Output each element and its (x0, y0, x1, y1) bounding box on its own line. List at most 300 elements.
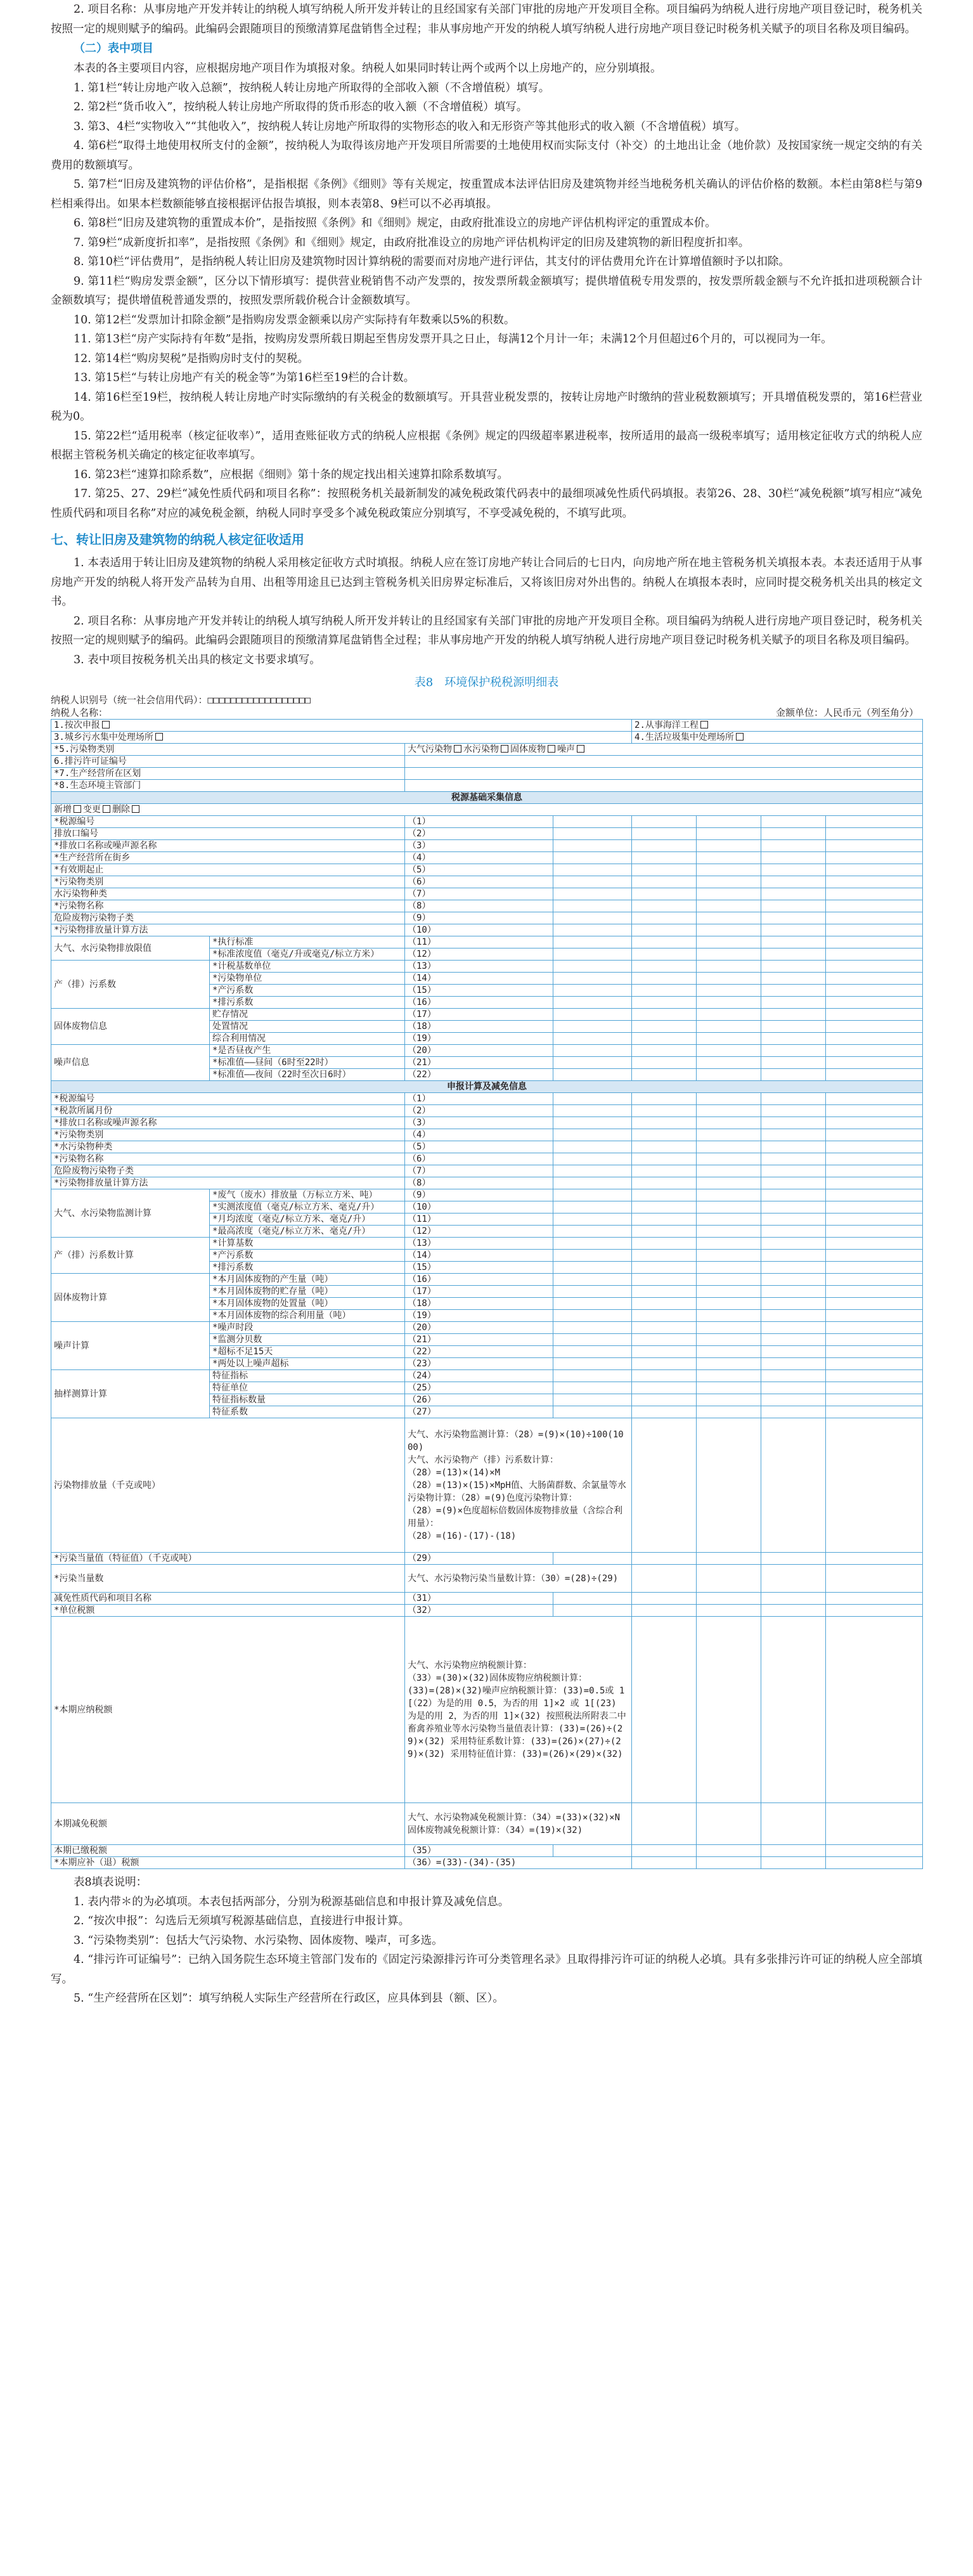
input-cell[interactable] (632, 828, 697, 840)
input-cell[interactable] (697, 1617, 761, 1803)
input-cell[interactable] (553, 1605, 632, 1617)
input-cell[interactable] (826, 1593, 923, 1605)
input-cell[interactable] (632, 852, 697, 864)
input-cell[interactable] (697, 1322, 761, 1334)
input-cell[interactable] (632, 1177, 697, 1189)
input-cell[interactable] (632, 973, 697, 985)
input-cell[interactable] (632, 1153, 697, 1165)
input-cell[interactable] (826, 1177, 923, 1189)
input-cell[interactable] (826, 1358, 923, 1370)
input-cell[interactable] (553, 948, 632, 961)
input-cell[interactable] (553, 1021, 632, 1033)
checkbox[interactable] (132, 805, 139, 813)
input-cell[interactable] (761, 985, 826, 997)
input-cell[interactable] (697, 973, 761, 985)
input-cell[interactable] (826, 1382, 923, 1394)
input-cell[interactable] (826, 888, 923, 900)
input-cell[interactable] (826, 840, 923, 852)
input-cell[interactable] (697, 1177, 761, 1189)
input-cell[interactable] (826, 1105, 923, 1117)
input-cell[interactable] (632, 1226, 697, 1238)
input-cell[interactable] (761, 1605, 826, 1617)
input-cell[interactable] (697, 924, 761, 936)
input-cell[interactable] (761, 1153, 826, 1165)
input-cell[interactable] (697, 840, 761, 852)
input-cell[interactable] (697, 1298, 761, 1310)
input-cell[interactable] (697, 1153, 761, 1165)
input-cell[interactable] (553, 1298, 632, 1310)
input-cell[interactable] (632, 1346, 697, 1358)
input-cell[interactable] (697, 864, 761, 876)
input-cell[interactable] (632, 1093, 697, 1105)
input-cell[interactable] (553, 936, 632, 948)
input-cell[interactable] (632, 924, 697, 936)
input-cell[interactable] (553, 840, 632, 852)
input-cell[interactable] (697, 1165, 761, 1177)
input-cell[interactable] (632, 1214, 697, 1226)
input-cell[interactable] (632, 1322, 697, 1334)
input-cell[interactable] (553, 1045, 632, 1057)
input-cell[interactable] (553, 816, 632, 828)
checkbox[interactable] (736, 733, 744, 741)
input-cell[interactable] (632, 1334, 697, 1346)
input-cell[interactable] (761, 1274, 826, 1286)
input-cell[interactable] (697, 1605, 761, 1617)
input-cell[interactable] (761, 973, 826, 985)
input-cell[interactable] (632, 961, 697, 973)
input-cell[interactable] (553, 1141, 632, 1153)
input-cell[interactable] (761, 1262, 826, 1274)
input-cell[interactable] (697, 1069, 761, 1081)
input-cell[interactable] (697, 1057, 761, 1069)
input-cell[interactable] (761, 1214, 826, 1226)
input-cell[interactable] (697, 1370, 761, 1382)
input-cell[interactable] (761, 1310, 826, 1322)
input-cell[interactable] (761, 924, 826, 936)
input-cell[interactable] (553, 1057, 632, 1069)
input-cell[interactable] (761, 1418, 826, 1553)
input-cell[interactable] (553, 1093, 632, 1105)
input-cell[interactable] (826, 1189, 923, 1201)
input-cell[interactable] (697, 1274, 761, 1286)
input-cell[interactable] (632, 888, 697, 900)
input-cell[interactable] (761, 1406, 826, 1418)
input-cell[interactable] (761, 888, 826, 900)
input-cell[interactable] (553, 1406, 632, 1418)
input-cell[interactable] (697, 1021, 761, 1033)
input-cell[interactable] (761, 1201, 826, 1214)
input-cell[interactable] (826, 936, 923, 948)
input-cell[interactable] (632, 900, 697, 912)
input-cell[interactable] (826, 1021, 923, 1033)
input-cell[interactable] (761, 816, 826, 828)
input-cell[interactable] (826, 1238, 923, 1250)
checkbox[interactable] (74, 805, 81, 813)
input-cell[interactable] (761, 1322, 826, 1334)
input-cell[interactable] (761, 1033, 826, 1045)
input-cell[interactable] (632, 948, 697, 961)
input-cell[interactable] (553, 1105, 632, 1117)
input-cell[interactable] (826, 864, 923, 876)
input-cell[interactable] (697, 1857, 761, 1869)
input-cell[interactable] (826, 852, 923, 864)
input-cell[interactable] (697, 1141, 761, 1153)
input-cell[interactable] (632, 936, 697, 948)
input-cell[interactable] (761, 1069, 826, 1081)
input-cell[interactable] (826, 1418, 923, 1553)
input-cell[interactable] (553, 997, 632, 1009)
input-cell[interactable] (553, 1358, 632, 1370)
input-cell[interactable] (826, 816, 923, 828)
input-cell[interactable] (761, 828, 826, 840)
input-cell[interactable] (826, 1346, 923, 1358)
input-cell[interactable] (553, 1153, 632, 1165)
input-cell[interactable] (826, 1057, 923, 1069)
input-cell[interactable] (826, 1322, 923, 1334)
input-cell[interactable] (826, 1250, 923, 1262)
input-cell[interactable] (761, 1857, 826, 1869)
input-cell[interactable] (553, 985, 632, 997)
input-cell[interactable] (761, 1093, 826, 1105)
input-cell[interactable] (826, 1226, 923, 1238)
input-cell[interactable] (826, 900, 923, 912)
input-cell[interactable] (761, 1298, 826, 1310)
input-cell[interactable] (697, 1201, 761, 1214)
input-cell[interactable] (632, 1857, 697, 1869)
input-cell[interactable] (553, 1165, 632, 1177)
input-cell[interactable] (632, 1803, 697, 1845)
input-cell[interactable] (826, 1093, 923, 1105)
input-cell[interactable] (632, 1262, 697, 1274)
input-cell[interactable] (697, 1406, 761, 1418)
input-cell[interactable] (761, 1358, 826, 1370)
input-cell[interactable] (697, 1105, 761, 1117)
input-cell[interactable] (632, 1298, 697, 1310)
input-cell[interactable] (761, 1021, 826, 1033)
input-cell[interactable] (553, 1593, 632, 1605)
input-cell[interactable] (761, 1226, 826, 1238)
input-cell[interactable] (632, 1394, 697, 1406)
input-cell[interactable] (632, 1117, 697, 1129)
input-cell[interactable] (553, 1310, 632, 1322)
input-cell[interactable] (632, 1105, 697, 1117)
input-cell[interactable] (761, 1617, 826, 1803)
input-cell[interactable] (553, 1069, 632, 1081)
input-cell[interactable] (632, 816, 697, 828)
input-cell[interactable] (632, 864, 697, 876)
input-cell[interactable] (632, 1057, 697, 1069)
input-cell[interactable] (405, 780, 923, 792)
input-cell[interactable] (553, 1238, 632, 1250)
input-cell[interactable] (761, 1286, 826, 1298)
input-cell[interactable] (632, 1201, 697, 1214)
input-cell[interactable] (632, 1009, 697, 1021)
input-cell[interactable] (761, 1105, 826, 1117)
input-cell[interactable] (761, 1346, 826, 1358)
input-cell[interactable] (826, 1553, 923, 1565)
input-cell[interactable] (826, 1310, 923, 1322)
input-cell[interactable] (697, 1803, 761, 1845)
checkbox[interactable] (454, 745, 461, 753)
input-cell[interactable] (826, 1406, 923, 1418)
input-cell[interactable] (826, 997, 923, 1009)
input-cell[interactable] (826, 1201, 923, 1214)
input-cell[interactable] (697, 1553, 761, 1565)
input-cell[interactable] (553, 1274, 632, 1286)
input-cell[interactable] (697, 1286, 761, 1298)
input-cell[interactable] (761, 1250, 826, 1262)
input-cell[interactable] (761, 1845, 826, 1857)
input-cell[interactable] (697, 961, 761, 973)
input-cell[interactable] (553, 1346, 632, 1358)
input-cell[interactable] (632, 1165, 697, 1177)
input-cell[interactable] (632, 1189, 697, 1201)
input-cell[interactable] (761, 1382, 826, 1394)
input-cell[interactable] (697, 1045, 761, 1057)
input-cell[interactable] (697, 948, 761, 961)
input-cell[interactable] (553, 924, 632, 936)
input-cell[interactable] (761, 912, 826, 924)
input-cell[interactable] (553, 900, 632, 912)
input-cell[interactable] (553, 1845, 632, 1857)
input-cell[interactable] (632, 1021, 697, 1033)
input-cell[interactable] (826, 973, 923, 985)
input-cell[interactable] (761, 1803, 826, 1845)
input-cell[interactable] (697, 1009, 761, 1021)
input-cell[interactable] (826, 1165, 923, 1177)
input-cell[interactable] (553, 961, 632, 973)
input-cell[interactable] (697, 1334, 761, 1346)
input-cell[interactable] (697, 1226, 761, 1238)
checkbox[interactable] (155, 733, 163, 741)
input-cell[interactable] (761, 840, 826, 852)
input-cell[interactable] (553, 1394, 632, 1406)
input-cell[interactable] (553, 1334, 632, 1346)
input-cell[interactable] (697, 1129, 761, 1141)
input-cell[interactable] (761, 961, 826, 973)
input-cell[interactable] (697, 1033, 761, 1045)
input-cell[interactable] (632, 1593, 697, 1605)
input-cell[interactable] (761, 1565, 826, 1593)
input-cell[interactable] (761, 1334, 826, 1346)
input-cell[interactable] (826, 1117, 923, 1129)
input-cell[interactable] (697, 888, 761, 900)
input-cell[interactable] (632, 1045, 697, 1057)
input-cell[interactable] (826, 1334, 923, 1346)
input-cell[interactable] (826, 1803, 923, 1845)
input-cell[interactable] (826, 1394, 923, 1406)
input-cell[interactable] (697, 1093, 761, 1105)
input-cell[interactable] (697, 985, 761, 997)
input-cell[interactable] (761, 1370, 826, 1382)
input-cell[interactable] (553, 1201, 632, 1214)
input-cell[interactable] (826, 1617, 923, 1803)
input-cell[interactable] (697, 936, 761, 948)
input-cell[interactable] (761, 1045, 826, 1057)
input-cell[interactable] (697, 1346, 761, 1358)
input-cell[interactable] (632, 912, 697, 924)
input-cell[interactable] (761, 1553, 826, 1565)
input-cell[interactable] (697, 828, 761, 840)
input-cell[interactable] (632, 1406, 697, 1418)
input-cell[interactable] (632, 985, 697, 997)
input-cell[interactable] (553, 1226, 632, 1238)
input-cell[interactable] (632, 1845, 697, 1857)
input-cell[interactable] (826, 1857, 923, 1869)
checkbox[interactable] (548, 745, 555, 753)
input-cell[interactable] (697, 900, 761, 912)
input-cell[interactable] (697, 852, 761, 864)
input-cell[interactable] (632, 1370, 697, 1382)
input-cell[interactable] (826, 1153, 923, 1165)
checkbox[interactable] (102, 721, 110, 728)
input-cell[interactable] (697, 876, 761, 888)
input-cell[interactable] (553, 1250, 632, 1262)
input-cell[interactable] (632, 876, 697, 888)
input-cell[interactable] (761, 936, 826, 948)
input-cell[interactable] (632, 1033, 697, 1045)
input-cell[interactable] (632, 1286, 697, 1298)
input-cell[interactable] (632, 1418, 697, 1553)
input-cell[interactable] (632, 1310, 697, 1322)
input-cell[interactable] (632, 1141, 697, 1153)
input-cell[interactable] (826, 828, 923, 840)
input-cell[interactable] (826, 1141, 923, 1153)
checkbox[interactable] (577, 745, 584, 753)
input-cell[interactable] (761, 852, 826, 864)
input-cell[interactable] (553, 1129, 632, 1141)
input-cell[interactable] (697, 1238, 761, 1250)
input-cell[interactable] (826, 1370, 923, 1382)
input-cell[interactable] (632, 1605, 697, 1617)
input-cell[interactable] (553, 1553, 632, 1565)
input-cell[interactable] (826, 985, 923, 997)
input-cell[interactable] (826, 876, 923, 888)
input-cell[interactable] (553, 1262, 632, 1274)
input-cell[interactable] (697, 816, 761, 828)
input-cell[interactable] (826, 1274, 923, 1286)
input-cell[interactable] (632, 1274, 697, 1286)
input-cell[interactable] (553, 852, 632, 864)
input-cell[interactable] (697, 1117, 761, 1129)
input-cell[interactable] (553, 888, 632, 900)
input-cell[interactable] (826, 1286, 923, 1298)
input-cell[interactable] (697, 1394, 761, 1406)
input-cell[interactable] (761, 1593, 826, 1605)
input-cell[interactable] (632, 1382, 697, 1394)
input-cell[interactable] (697, 1418, 761, 1553)
input-cell[interactable] (553, 876, 632, 888)
input-cell[interactable] (697, 1382, 761, 1394)
input-cell[interactable] (826, 1129, 923, 1141)
input-cell[interactable] (826, 1069, 923, 1081)
input-cell[interactable] (761, 1189, 826, 1201)
input-cell[interactable] (553, 973, 632, 985)
input-cell[interactable] (826, 1214, 923, 1226)
input-cell[interactable] (697, 912, 761, 924)
input-cell[interactable] (632, 1358, 697, 1370)
input-cell[interactable] (405, 768, 923, 780)
input-cell[interactable] (826, 1262, 923, 1274)
input-cell[interactable] (697, 1565, 761, 1593)
input-cell[interactable] (553, 1189, 632, 1201)
input-cell[interactable] (761, 1009, 826, 1021)
input-cell[interactable] (761, 1177, 826, 1189)
input-cell[interactable] (632, 1617, 697, 1803)
input-cell[interactable] (405, 756, 923, 768)
input-cell[interactable] (761, 900, 826, 912)
input-cell[interactable] (553, 1009, 632, 1021)
input-cell[interactable] (826, 1045, 923, 1057)
input-cell[interactable] (761, 1238, 826, 1250)
input-cell[interactable] (826, 1009, 923, 1021)
input-cell[interactable] (553, 1033, 632, 1045)
input-cell[interactable] (826, 1033, 923, 1045)
input-cell[interactable] (697, 1310, 761, 1322)
checkbox[interactable] (103, 805, 110, 813)
input-cell[interactable] (761, 1141, 826, 1153)
input-cell[interactable] (826, 1845, 923, 1857)
input-cell[interactable] (761, 1394, 826, 1406)
input-cell[interactable] (697, 1189, 761, 1201)
input-cell[interactable] (697, 1358, 761, 1370)
input-cell[interactable] (826, 912, 923, 924)
checkbox[interactable] (501, 745, 508, 753)
input-cell[interactable] (632, 1250, 697, 1262)
input-cell[interactable] (761, 864, 826, 876)
input-cell[interactable] (632, 1069, 697, 1081)
input-cell[interactable] (826, 1298, 923, 1310)
input-cell[interactable] (761, 1165, 826, 1177)
input-cell[interactable] (697, 1262, 761, 1274)
input-cell[interactable] (553, 1370, 632, 1382)
input-cell[interactable] (632, 997, 697, 1009)
input-cell[interactable] (553, 1177, 632, 1189)
input-cell[interactable] (826, 1605, 923, 1617)
input-cell[interactable] (553, 1382, 632, 1394)
input-cell[interactable] (632, 1129, 697, 1141)
input-cell[interactable] (761, 1057, 826, 1069)
input-cell[interactable] (761, 1129, 826, 1141)
input-cell[interactable] (697, 997, 761, 1009)
input-cell[interactable] (632, 1565, 697, 1593)
input-cell[interactable] (826, 924, 923, 936)
table-row (51, 744, 923, 756)
input-cell[interactable] (632, 840, 697, 852)
input-cell[interactable] (761, 948, 826, 961)
checkbox[interactable] (700, 721, 708, 728)
input-cell[interactable] (553, 864, 632, 876)
input-cell[interactable] (697, 1250, 761, 1262)
input-cell[interactable] (697, 1214, 761, 1226)
input-cell[interactable] (553, 1214, 632, 1226)
input-cell[interactable] (553, 828, 632, 840)
input-cell[interactable] (553, 1286, 632, 1298)
input-cell[interactable] (697, 1845, 761, 1857)
input-cell[interactable] (632, 1238, 697, 1250)
input-cell[interactable] (761, 1117, 826, 1129)
input-cell[interactable] (826, 1565, 923, 1593)
input-cell[interactable] (761, 876, 826, 888)
input-cell[interactable] (826, 948, 923, 961)
input-cell[interactable] (553, 912, 632, 924)
input-cell[interactable] (761, 997, 826, 1009)
input-cell[interactable] (826, 961, 923, 973)
input-cell[interactable] (632, 1553, 697, 1565)
input-cell[interactable] (553, 1117, 632, 1129)
input-cell[interactable] (553, 1322, 632, 1334)
input-cell[interactable] (697, 1593, 761, 1605)
